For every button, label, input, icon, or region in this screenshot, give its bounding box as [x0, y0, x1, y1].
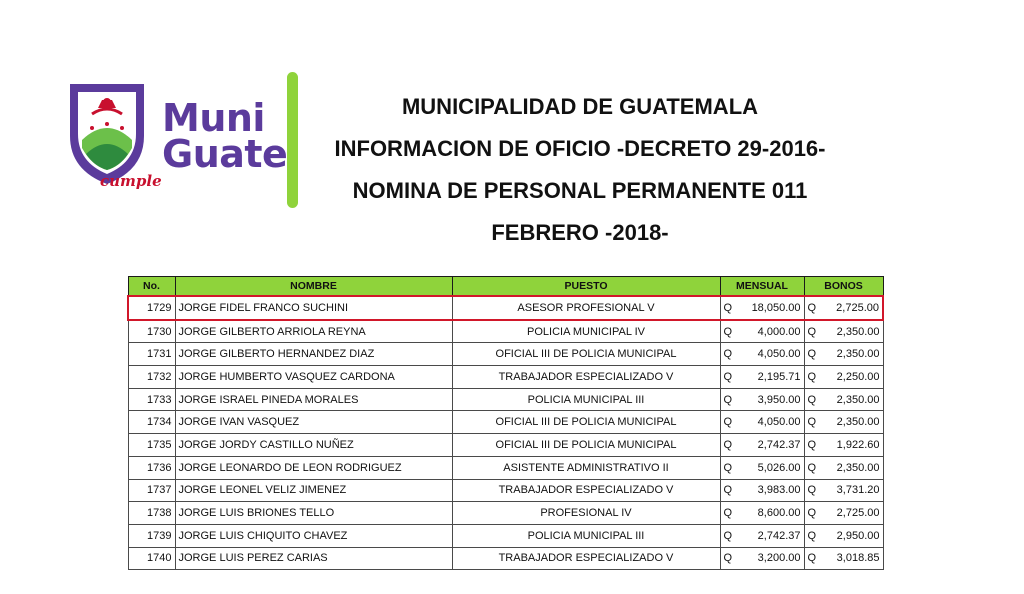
amount-bonos: 3,731.20 — [836, 484, 880, 497]
currency-symbol: Q — [807, 370, 817, 383]
logo-wordmark-line2: Guate — [162, 132, 288, 176]
cell-bonos — [804, 547, 883, 570]
title-line-3: NOMINA DE PERSONAL PERMANENTE 011 — [352, 178, 808, 203]
currency-symbol: Q — [807, 438, 817, 451]
cell-puesto: OFICIAL III DE POLICIA MUNICIPAL — [452, 434, 720, 457]
cell-puesto: ASISTENTE ADMINISTRATIVO II — [452, 456, 720, 479]
table-row — [128, 479, 883, 502]
cell-mensual — [720, 343, 804, 366]
document-title — [300, 90, 860, 258]
header-divider — [287, 72, 298, 208]
cell-no: 1739 — [128, 524, 175, 547]
cell-puesto: POLICIA MUNICIPAL III — [452, 524, 720, 547]
table-row — [128, 502, 883, 525]
cell-no: 1733 — [128, 388, 175, 411]
cell-no: 1734 — [128, 411, 175, 434]
currency-symbol: Q — [723, 438, 733, 451]
cell-puesto: TRABAJADOR ESPECIALIZADO V — [452, 479, 720, 502]
cell-no: 1729 — [128, 296, 175, 320]
cell-nombre: JORGE LUIS PEREZ CARIAS — [175, 547, 452, 570]
currency-symbol: Q — [723, 552, 733, 565]
currency-symbol: Q — [723, 393, 733, 406]
currency-symbol: Q — [807, 393, 817, 406]
amount-bonos: 2,350.00 — [836, 416, 880, 429]
cell-bonos — [804, 343, 883, 366]
table-row — [128, 343, 883, 366]
cell-bonos — [804, 366, 883, 389]
cell-mensual — [720, 411, 804, 434]
cell-nombre: JORGE LEONARDO DE LEON RODRIGUEZ — [175, 456, 452, 479]
amount-mensual: 3,950.00 — [757, 393, 801, 406]
amount-mensual: 5,026.00 — [757, 461, 801, 474]
amount-mensual: 2,742.37 — [757, 438, 801, 451]
table-row — [128, 434, 883, 457]
amount-mensual: 4,050.00 — [757, 348, 801, 361]
cell-no: 1736 — [128, 456, 175, 479]
currency-symbol: Q — [807, 348, 817, 361]
column-header-nombre: NOMBRE — [175, 277, 452, 297]
cell-nombre: JORGE ISRAEL PINEDA MORALES — [175, 388, 452, 411]
amount-mensual: 2,742.37 — [757, 529, 801, 542]
cell-mensual — [720, 296, 804, 320]
cell-mensual — [720, 524, 804, 547]
cell-nombre: JORGE IVAN VASQUEZ — [175, 411, 452, 434]
cell-no: 1735 — [128, 434, 175, 457]
amount-bonos: 2,350.00 — [836, 461, 880, 474]
cell-mensual — [720, 456, 804, 479]
cell-nombre: JORGE LUIS CHIQUITO CHAVEZ — [175, 524, 452, 547]
amount-bonos: 2,350.00 — [836, 393, 880, 406]
title-line-4: FEBRERO -2018- — [491, 220, 669, 245]
cell-no: 1732 — [128, 366, 175, 389]
amount-bonos: 2,250.00 — [836, 370, 880, 383]
currency-symbol: Q — [807, 416, 817, 429]
table-header-row — [128, 277, 883, 297]
cell-no: 1738 — [128, 502, 175, 525]
cell-bonos — [804, 502, 883, 525]
amount-bonos: 1,922.60 — [836, 438, 880, 451]
amount-bonos: 3,018.85 — [836, 552, 880, 565]
cell-puesto: OFICIAL III DE POLICIA MUNICIPAL — [452, 343, 720, 366]
cell-nombre: JORGE LUIS BRIONES TELLO — [175, 502, 452, 525]
currency-symbol: Q — [723, 325, 733, 338]
cell-bonos — [804, 388, 883, 411]
cell-no: 1731 — [128, 343, 175, 366]
cell-bonos — [804, 479, 883, 502]
cell-mensual — [720, 502, 804, 525]
cell-bonos — [804, 411, 883, 434]
currency-symbol: Q — [723, 529, 733, 542]
cell-puesto: PROFESIONAL IV — [452, 502, 720, 525]
logo-tagline: cumple — [100, 172, 162, 190]
cell-bonos — [804, 456, 883, 479]
title-line-1: MUNICIPALIDAD DE GUATEMALA — [401, 94, 759, 119]
amount-mensual: 4,050.00 — [757, 416, 801, 429]
column-header-no: No. — [128, 277, 175, 297]
title-line-2: INFORMACION DE OFICIO -DECRETO 29-2016- — [334, 136, 826, 161]
amount-mensual: 3,200.00 — [757, 552, 801, 565]
amount-mensual: 2,195.71 — [757, 370, 801, 383]
cell-puesto: TRABAJADOR ESPECIALIZADO V — [452, 366, 720, 389]
cell-puesto: TRABAJADOR ESPECIALIZADO V — [452, 547, 720, 570]
cell-no: 1740 — [128, 547, 175, 570]
cell-puesto: OFICIAL III DE POLICIA MUNICIPAL — [452, 411, 720, 434]
cell-no: 1730 — [128, 320, 175, 343]
cell-bonos — [804, 320, 883, 343]
amount-bonos: 2,350.00 — [836, 348, 880, 361]
currency-symbol: Q — [723, 348, 733, 361]
cell-no: 1737 — [128, 479, 175, 502]
amount-bonos: 2,350.00 — [836, 325, 880, 338]
table-row — [128, 411, 883, 434]
amount-mensual: 18,050.00 — [751, 301, 801, 314]
cell-mensual — [720, 547, 804, 570]
cell-puesto: POLICIA MUNICIPAL III — [452, 388, 720, 411]
currency-symbol: Q — [807, 325, 817, 338]
cell-puesto: ASESOR PROFESIONAL V — [452, 296, 720, 320]
table-row — [128, 456, 883, 479]
amount-mensual: 3,983.00 — [757, 484, 801, 497]
payroll-table — [127, 276, 884, 570]
cell-nombre: JORGE GILBERTO HERNANDEZ DIAZ — [175, 343, 452, 366]
cell-mensual — [720, 434, 804, 457]
table-row — [128, 524, 883, 547]
currency-symbol: Q — [723, 370, 733, 383]
cell-mensual — [720, 388, 804, 411]
amount-mensual: 4,000.00 — [757, 325, 801, 338]
cell-puesto: POLICIA MUNICIPAL IV — [452, 320, 720, 343]
cell-nombre: JORGE LEONEL VELIZ JIMENEZ — [175, 479, 452, 502]
column-header-mensual: MENSUAL — [720, 277, 804, 297]
amount-bonos: 2,950.00 — [836, 529, 880, 542]
currency-symbol: Q — [807, 484, 817, 497]
cell-bonos — [804, 524, 883, 547]
currency-symbol: Q — [723, 484, 733, 497]
logo-wordmark-line1: Muni — [162, 96, 265, 140]
table-row — [128, 296, 883, 320]
table-row — [128, 547, 883, 570]
amount-mensual: 8,600.00 — [757, 507, 801, 520]
currency-symbol: Q — [807, 529, 817, 542]
currency-symbol: Q — [807, 461, 817, 474]
column-header-bonos: BONOS — [804, 277, 883, 297]
table-row — [128, 388, 883, 411]
currency-symbol: Q — [723, 301, 733, 314]
table-row — [128, 366, 883, 389]
cell-mensual — [720, 479, 804, 502]
currency-symbol: Q — [807, 301, 817, 314]
table-row — [128, 320, 883, 343]
muniguate-logo — [62, 78, 288, 198]
currency-symbol: Q — [807, 507, 817, 520]
cell-bonos — [804, 296, 883, 320]
column-header-puesto: PUESTO — [452, 277, 720, 297]
cell-nombre: JORGE HUMBERTO VASQUEZ CARDONA — [175, 366, 452, 389]
currency-symbol: Q — [723, 461, 733, 474]
currency-symbol: Q — [723, 507, 733, 520]
currency-symbol: Q — [807, 552, 817, 565]
cell-nombre: JORGE JORDY CASTILLO NUÑEZ — [175, 434, 452, 457]
cell-nombre: JORGE GILBERTO ARRIOLA REYNA — [175, 320, 452, 343]
cell-mensual — [720, 320, 804, 343]
amount-bonos: 2,725.00 — [836, 301, 879, 314]
amount-bonos: 2,725.00 — [836, 507, 880, 520]
cell-bonos — [804, 434, 883, 457]
logo-wordmark — [162, 96, 288, 176]
cell-mensual — [720, 366, 804, 389]
cell-nombre: JORGE FIDEL FRANCO SUCHINI — [175, 296, 452, 320]
currency-symbol: Q — [723, 416, 733, 429]
